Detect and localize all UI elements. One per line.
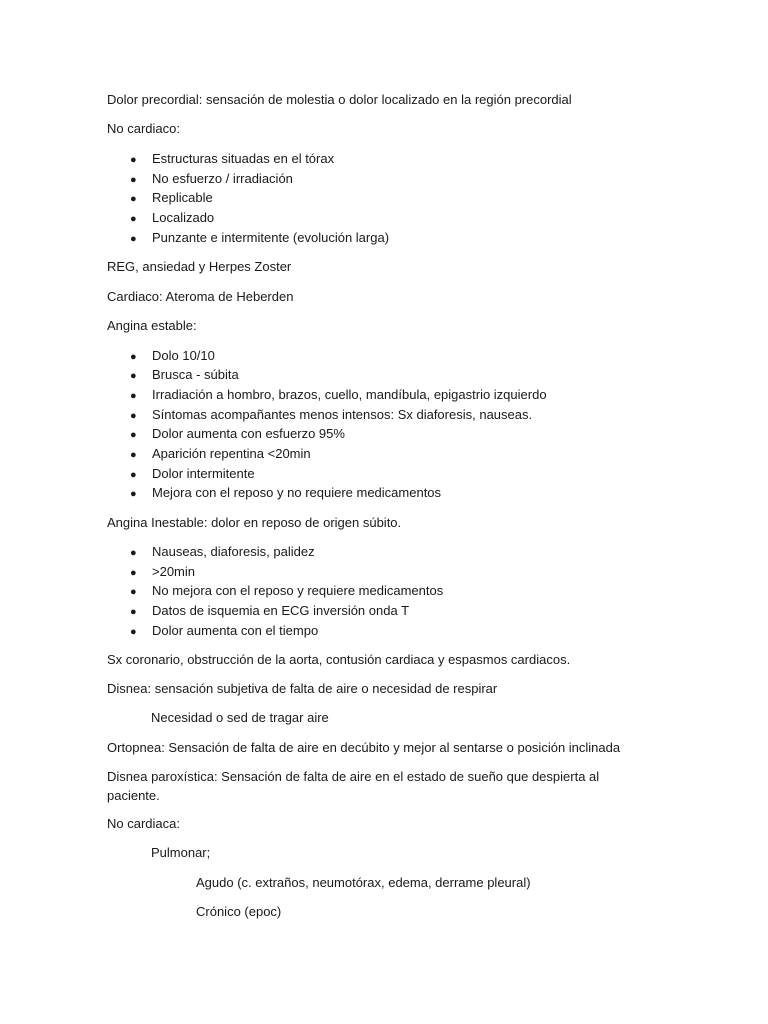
list-item: ● Localizado <box>130 210 215 225</box>
list-item: ● Datos de isquemia en ECG inversión onda T <box>130 603 410 618</box>
bullet-icon: ● <box>130 469 137 481</box>
bullet-icon: ● <box>130 233 137 245</box>
subheading-pulmonar: Pulmonar; <box>151 845 211 860</box>
list-item: ● Mejora con el reposo y no requiere medicamentos <box>130 485 442 500</box>
paragraph-cardiaco: Cardiaco: Ateroma de Heberden <box>107 289 294 304</box>
bullet-icon: ● <box>130 488 137 500</box>
list-item: ● Irradiación a hombro, brazos, cuello, mandíbula, epigastrio izquierdo <box>130 387 547 402</box>
bullet-icon: ● <box>130 390 137 402</box>
list-item: ● Dolo 10/10 <box>130 348 215 363</box>
heading-no-cardiaco: No cardiaco: <box>107 121 180 136</box>
bullet-icon: ● <box>130 213 137 225</box>
list-item: ● >20min <box>130 564 195 579</box>
bullet-icon: ● <box>130 449 137 461</box>
paragraph-reg: REG, ansiedad y Herpes Zoster <box>107 259 292 274</box>
list-item: ● Nauseas, diaforesis, palidez <box>130 544 315 559</box>
list-item: ● Dolor intermitente <box>130 466 255 481</box>
list-item: ● Aparición repentina <20min <box>130 446 311 461</box>
bullet-icon: ● <box>130 174 137 186</box>
bullet-icon: ● <box>130 567 137 579</box>
paragraph-necesidad: Necesidad o sed de tragar aire <box>151 710 329 725</box>
bullet-icon: ● <box>130 370 137 382</box>
list-item: ● Dolor aumenta con el tiempo <box>130 623 319 638</box>
bullet-icon: ● <box>130 351 137 363</box>
paragraph-agudo: Agudo (c. extraños, neumotórax, edema, derrame pleural) <box>196 875 531 890</box>
paragraph-dolor-precordial: Dolor precordial: sensación de molestia o dolor localizado en la región precordial <box>107 92 572 107</box>
list-item: ● Brusca - súbita <box>130 367 239 382</box>
bullet-icon: ● <box>130 606 137 618</box>
paragraph-cronico: Crónico (epoc) <box>196 904 282 919</box>
bullet-icon: ● <box>130 626 137 638</box>
list-item: ● Dolor aumenta con esfuerzo 95% <box>130 426 345 441</box>
bullet-icon: ● <box>130 193 137 205</box>
heading-no-cardiaca: No cardiaca: <box>107 816 180 831</box>
paragraph-disnea-paroxistica: Disnea paroxística: Sensación de falta de aire en el estado de sueño que despierta al paciente. <box>107 769 600 803</box>
list-item: ● No esfuerzo / irradiación <box>130 171 293 186</box>
bullet-icon: ● <box>130 429 137 441</box>
heading-angina-inestable: Angina Inestable: dolor en reposo de origen súbito. <box>107 515 402 530</box>
paragraph-sx-coronario: Sx coronario, obstrucción de la aorta, contusión cardiaca y espasmos cardiacos. <box>107 652 571 667</box>
bullet-icon: ● <box>130 410 137 422</box>
bullet-icon: ● <box>130 154 137 166</box>
heading-angina-estable: Angina estable: <box>107 318 197 333</box>
list-item: ● Replicable <box>130 190 213 205</box>
paragraph-disnea: Disnea: sensación subjetiva de falta de aire o necesidad de respirar <box>107 681 498 696</box>
paragraph-ortopnea: Ortopnea: Sensación de falta de aire en decúbito y mejor al sentarse o posición inclinada <box>107 740 621 755</box>
bullet-icon: ● <box>130 586 137 598</box>
list-item: ● No mejora con el reposo y requiere medicamentos <box>130 583 444 598</box>
list-item: ● Punzante e intermitente (evolución larga) <box>130 230 390 245</box>
list-item: ● Estructuras situadas en el tórax <box>130 151 335 166</box>
list-item: ● Síntomas acompañantes menos intensos: Sx diaforesis, nauseas. <box>130 407 533 422</box>
bullet-icon: ● <box>130 547 137 559</box>
